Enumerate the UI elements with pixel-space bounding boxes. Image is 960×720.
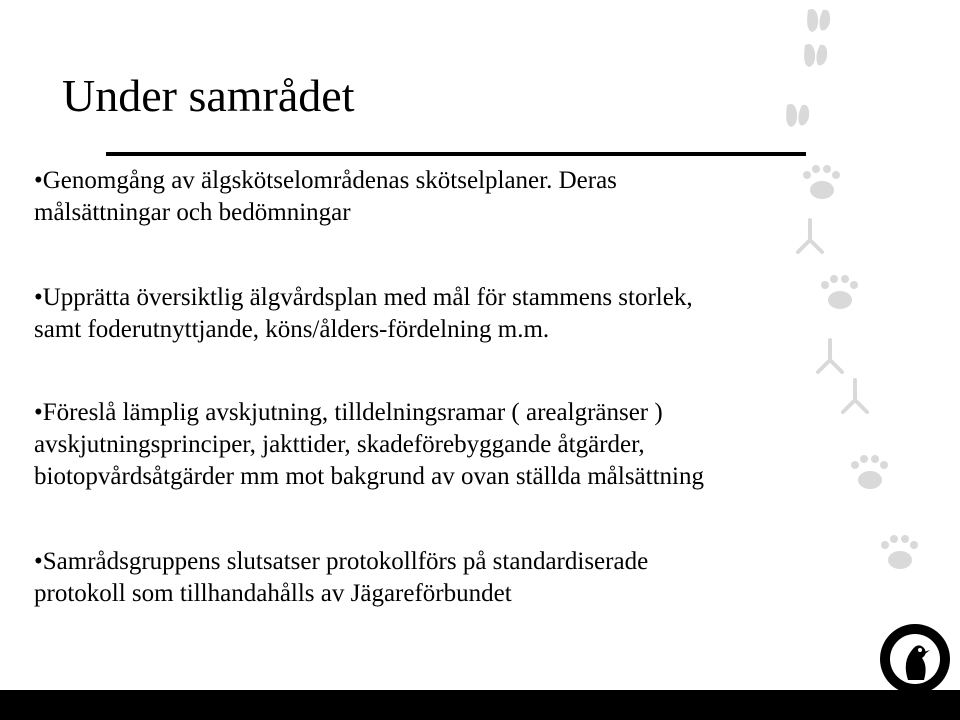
jagareforbundet-logo [878,622,952,696]
bullet-1: •Genomgång av älgskötselområdenas skötselplaner. Deras målsättningar och bedömningar [34,167,617,226]
slide-title: Under samrådet [62,70,355,121]
bottom-band [0,690,960,720]
title-underline [106,152,806,156]
bullet-2: •Upprätta översiktlig älgvårdsplan med mål för stammens storlek, samt foderutnyttjande, köns/ålders-fördelning m.m. [34,284,693,343]
bullet-3: •Föreslå lämplig avskjutning, tilldelningsramar ( arealgränser ) avskjutningsprinciper, jakttider, skadeförebyggande åtgärder, biotopvårdsåtgärder mm mot bakgrund av ovan ställda målsättning [34,399,704,490]
bullet-4: •Samrådsgruppens slutsatser protokollförs på standardiserade protokoll som tillhandahålls av Jägareförbundet [34,548,649,607]
